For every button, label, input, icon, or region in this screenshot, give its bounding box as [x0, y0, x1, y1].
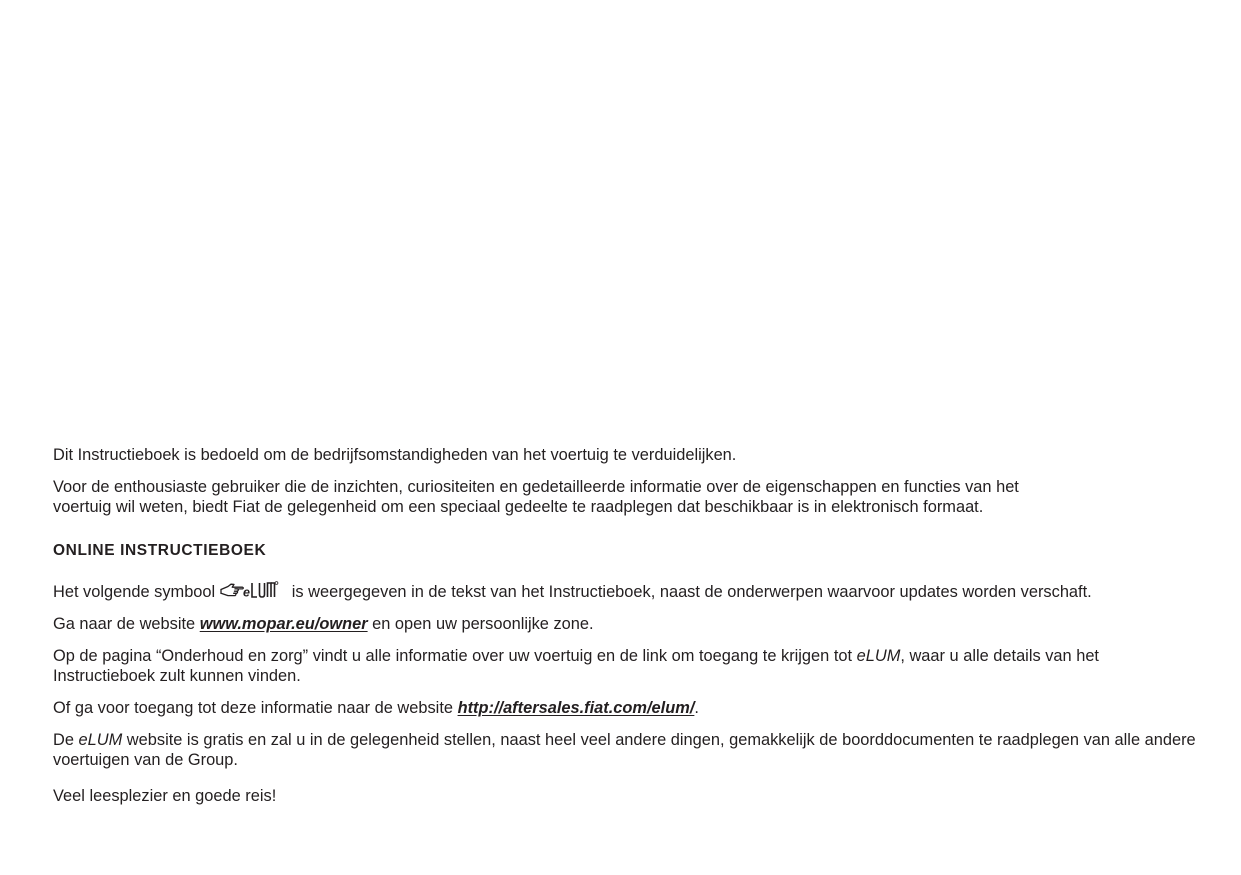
page-elum-term: eLUM — [856, 647, 901, 665]
page-text-line-2: Instructieboek zult kunnen vinden. — [53, 667, 301, 685]
elum-text-line-2: voertuigen van de Group. — [53, 751, 238, 769]
page-paragraph — [53, 646, 1238, 686]
elum-icon-letter-e: e — [243, 585, 251, 600]
access-text-after: . — [694, 699, 699, 717]
elum-paragraph — [53, 730, 1238, 770]
elum-pointing-hand-icon — [219, 580, 281, 602]
manual-intro-section — [53, 445, 1238, 806]
aftersales-elum-link[interactable]: http://aftersales.fiat.com/elum/ — [457, 699, 695, 717]
enthusiast-line-2: voertuig wil weten, biedt Fiat de gelegenheid om een speciaal gedeelte te raadplegen dat beschikbaar is in elektronisch formaat. — [53, 498, 984, 516]
section-heading: ONLINE INSTRUCTIEBOEK — [53, 542, 267, 559]
enthusiast-line-1: Voor de enthousiaste gebruiker die de inzichten, curiositeiten en gedetailleerde informatie over de eigenschappen en functies van het — [53, 478, 1019, 496]
website-paragraph — [53, 614, 1238, 634]
elum-term: eLUM — [78, 731, 123, 749]
symbol-paragraph — [53, 580, 1238, 602]
intro-paragraph: Dit Instructieboek is bedoeld om de bedrijfsomstandigheden van het voertuig te verduidelijken. — [53, 446, 737, 464]
mopar-owner-link[interactable]: www.mopar.eu/owner — [199, 615, 368, 633]
elum-text-after: website is gratis en zal u in de gelegenheid stellen, naast heel veel andere dingen, gemakkelijk de boorddocumenten te raadplegen van alle andere — [122, 731, 1196, 749]
page-text-before: Op de pagina “Onderhoud en zorg” vindt u alle informatie over uw voertuig en de link om toegang te krijgen tot — [53, 647, 857, 665]
access-text-before: Of ga voor toegang tot deze informatie naar de website — [53, 699, 458, 717]
website-text-after: en open uw persoonlijke zone. — [367, 615, 594, 633]
access-paragraph — [53, 698, 1238, 718]
website-text-before: Ga naar de website — [53, 615, 200, 633]
symbol-text-before: Het volgende symbool — [53, 583, 216, 601]
page-text-after: , waar u alle details van het — [900, 647, 1099, 665]
symbol-text-after: is weergegeven in de tekst van het Instructieboek, naast de onderwerpen waarvoor updates worden verschaft. — [287, 583, 1092, 601]
enthusiast-paragraph — [53, 477, 1238, 517]
elum-text-before: De — [53, 731, 79, 749]
closing-paragraph: Veel leesplezier en goede reis! — [53, 787, 277, 805]
